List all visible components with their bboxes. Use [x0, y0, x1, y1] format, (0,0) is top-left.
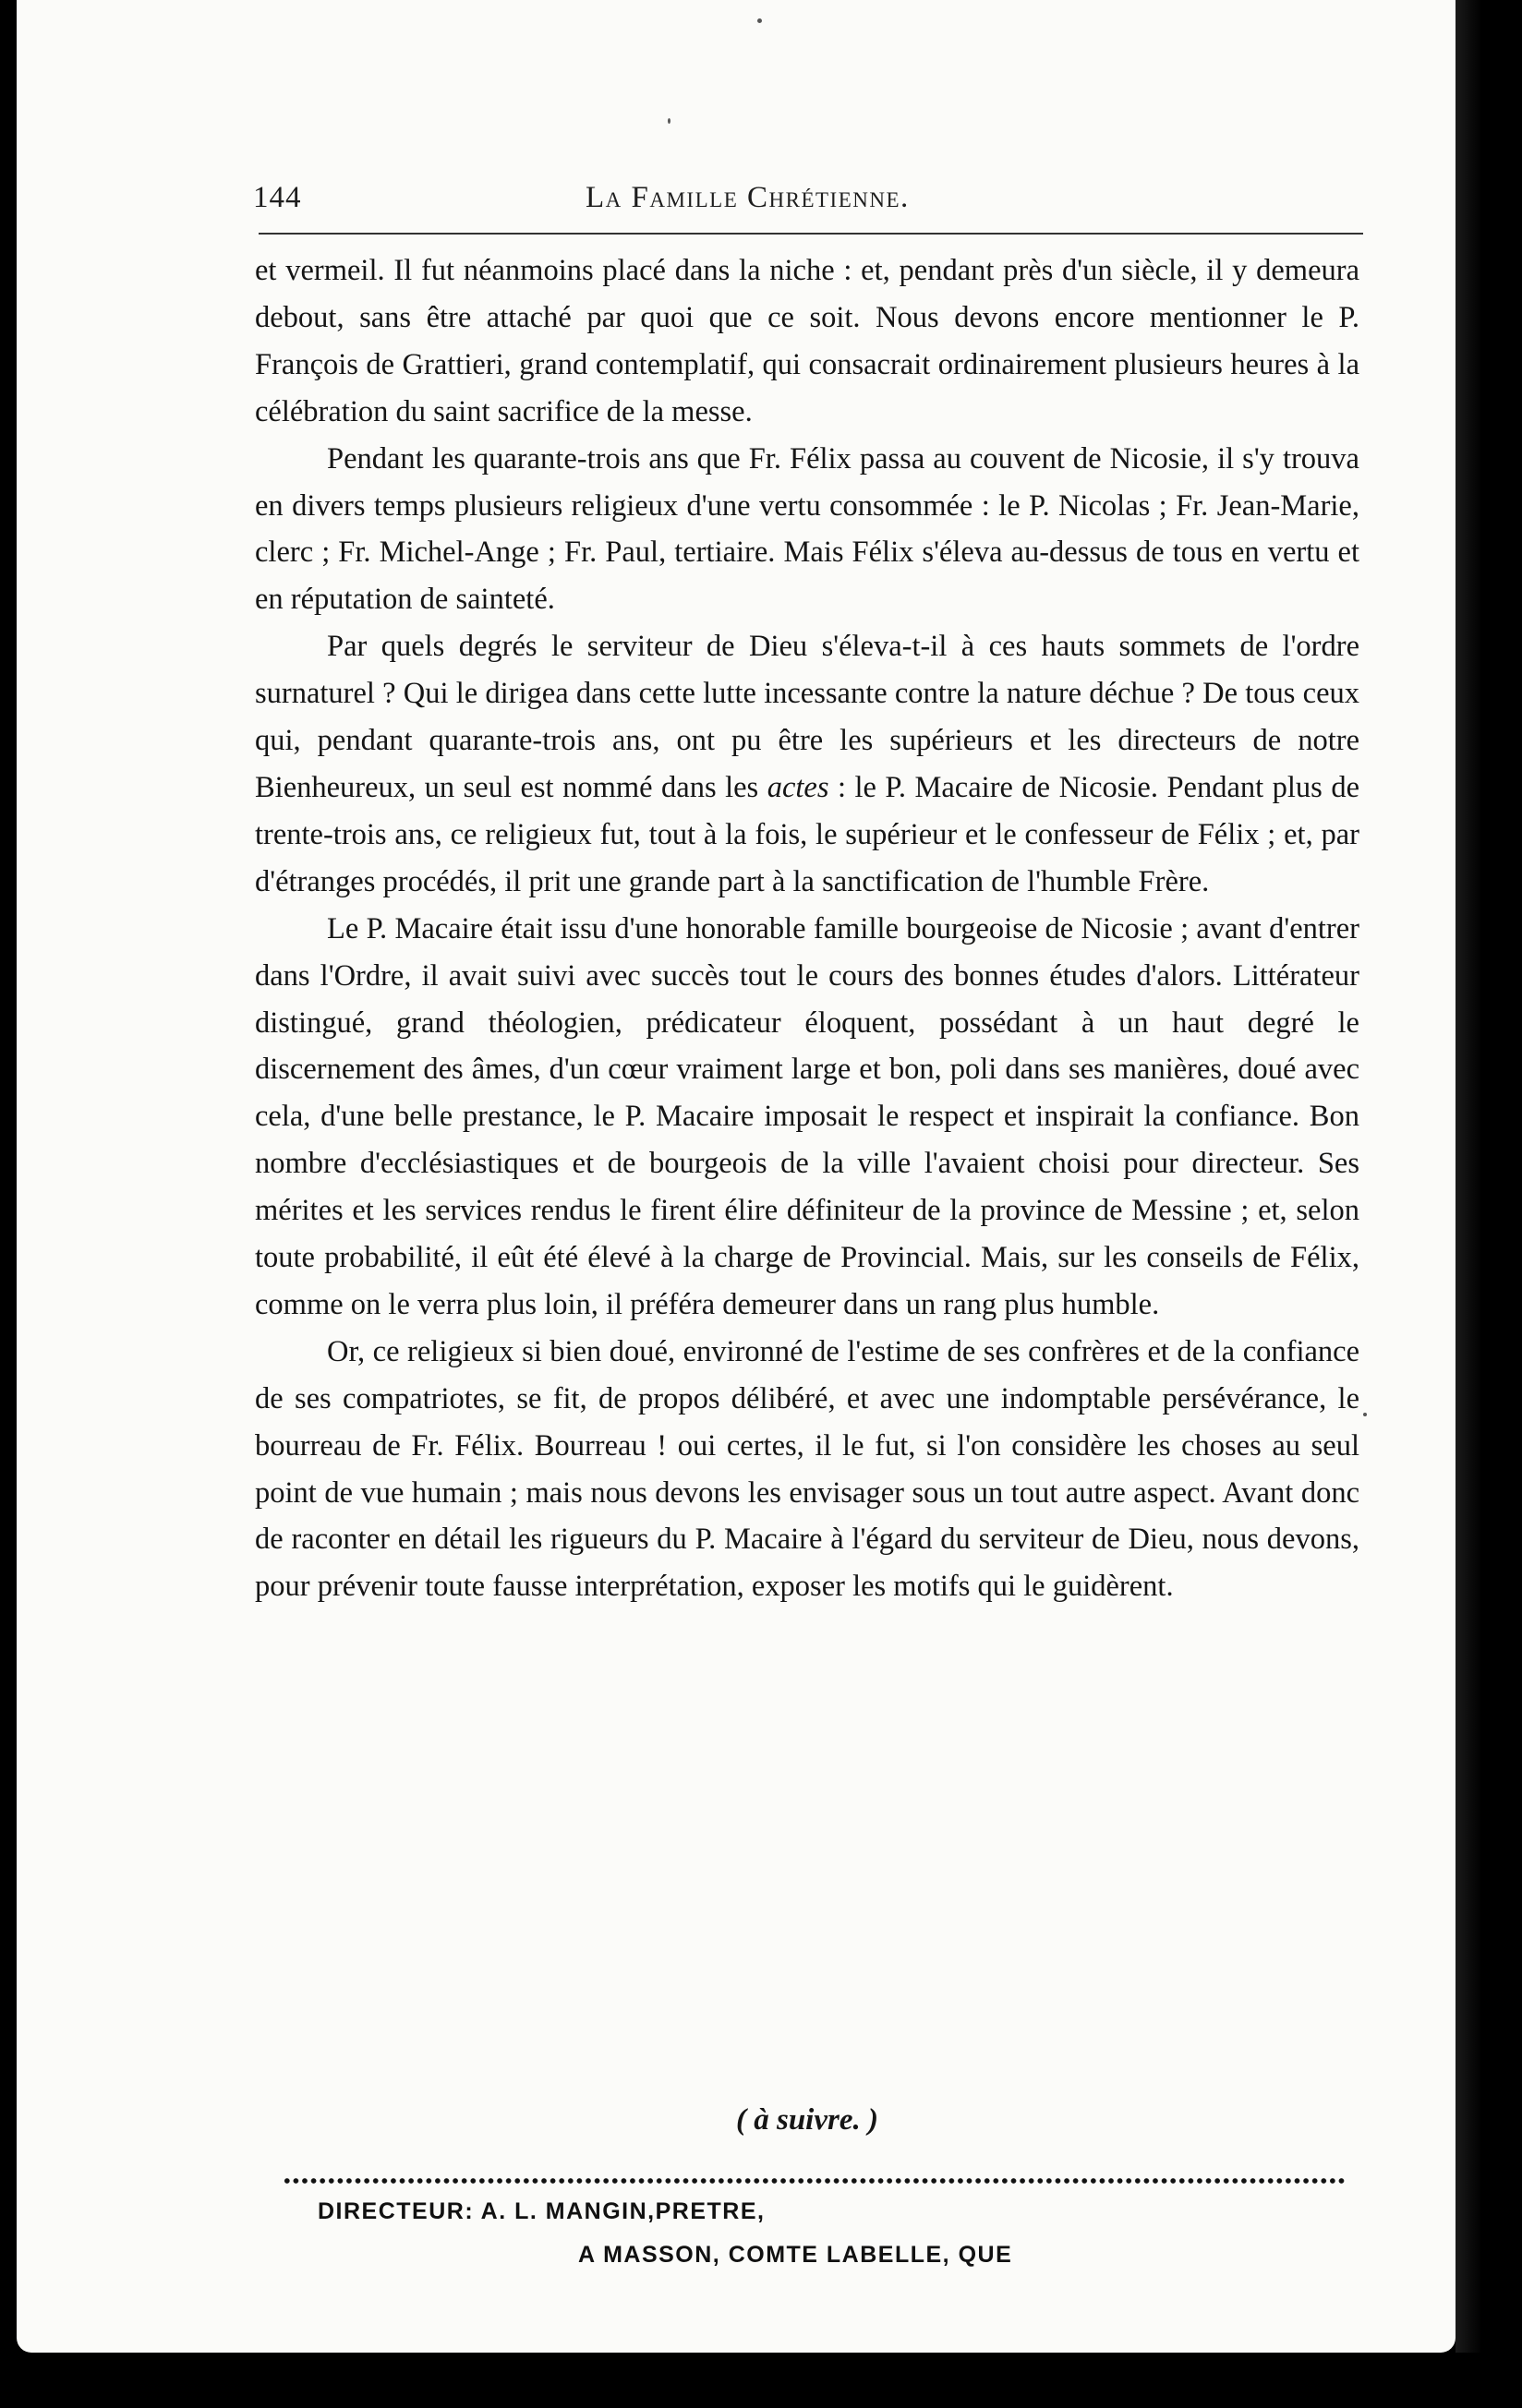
- scan-edge-shadow: [1456, 0, 1522, 2408]
- print-speck: [668, 118, 670, 124]
- print-speck: [1363, 1413, 1367, 1416]
- running-title: La Famille Chrétienne.: [586, 181, 910, 214]
- italic-word: actes: [767, 770, 829, 804]
- paragraph-1: et vermeil. Il fut néanmoins placé dans la niche : et, pendant près d'un siècle, il y demeura debout, sans être attaché par quoi que ce soit. Nous devons encore mentionner le P. François de Grattieri, grand contemplatif, qui consacrait ordinairement plusieurs heures à la célébration du saint sacrifice de la messe.: [255, 254, 1359, 428]
- imprint-address: A MASSON, COMTE LABELLE, QUE: [578, 2242, 1013, 2268]
- to-be-continued: [255, 2103, 1359, 2137]
- dotted-rule: [283, 2177, 1345, 2185]
- paragraph-4: Le P. Macaire était issu d'une honorable famille bourgeoise de Nicosie ; avant d'entrer dans l'Ordre, il avait suivi avec succès tout le cours des bonnes études d'alors. Littérateur distingué, grand théologien, prédicateur éloquent, possédant à un haut degré le discernement des âmes, d'un cœur vraiment large et bon, poli dans ses manières, doué avec cela, d'une belle prestance, le P. Macaire imposait le respect et inspirait la confiance. Bon nombre d'ecclésiastiques et de bourgeois de la ville l'avaient choisi pour directeur. Ses mérites et les services rendus le firent élire définiteur de la province de Messine ; et, selon toute probabilité, il eût été élevé à la charge de Provincial. Mais, sur les conseils de Félix, comme on le verra plus loin, il préféra demeurer dans un rang plus humble.: [255, 911, 1359, 1321]
- imprint-director: DIRECTEUR: A. L. MANGIN,PRETRE,: [318, 2198, 766, 2224]
- header-rule: [259, 233, 1363, 235]
- paragraph-3: Par quels degrés le serviteur de Dieu s'éleva-t-il à ces hauts sommets de l'ordre surnaturel ? Qui le dirigea dans cette lutte incessante contre la nature déchue ? De tous ceux qui, pendant quarante-trois ans, ont pu être les supérieurs et les directeurs de notre Bienheureux, un seul est nommé dans les actes : le P. Macaire de Nicosie. Pendant plus de trente-trois ans, ce religieux fut, tout à la fois, le supérieur et le confesseur de Félix ; et, par d'étranges procédés, il prit une grande part à la sanctification de l'humble Frère.: [255, 630, 1359, 898]
- page-number: 144: [253, 181, 302, 214]
- paragraph-2: Pendant les quarante-trois ans que Fr. Félix passa au couvent de Nicosie, il s'y trouva en divers temps plusieurs religieux d'une vertu consommée : le P. Nicolas ; Fr. Jean-Marie, clerc ; Fr. Michel-Ange ; Fr. Paul, tertiaire. Mais Félix s'éleva au-dessus de tous en vertu et en réputation de sainteté.: [255, 441, 1359, 617]
- to-be-continued-text: ( à suivre. ): [736, 2103, 878, 2137]
- page-header: [235, 181, 1365, 227]
- scanned-page: [17, 0, 1456, 2353]
- print-speck: [757, 18, 762, 23]
- paragraph-5: Or, ce religieux si bien doué, environné de l'estime de ses confrères et de la confiance de ses compatriotes, se fit, de propos délibéré, et avec une indomptable persévérance, le bourreau de Fr. Félix. Bourreau ! oui certes, il le fut, si l'on considère les choses au seul point de vue humain ; mais nous devons les envisager sous un tout autre aspect. Avant donc de raconter en détail les rigueurs du P. Macaire à l'égard du serviteur de Dieu, nous devons, pour prévenir toute fausse interprétation, exposer les motifs qui le guidèrent.: [255, 1334, 1359, 1604]
- scan-bottom-shadow: [0, 2353, 1522, 2408]
- body-text: [255, 247, 1359, 1610]
